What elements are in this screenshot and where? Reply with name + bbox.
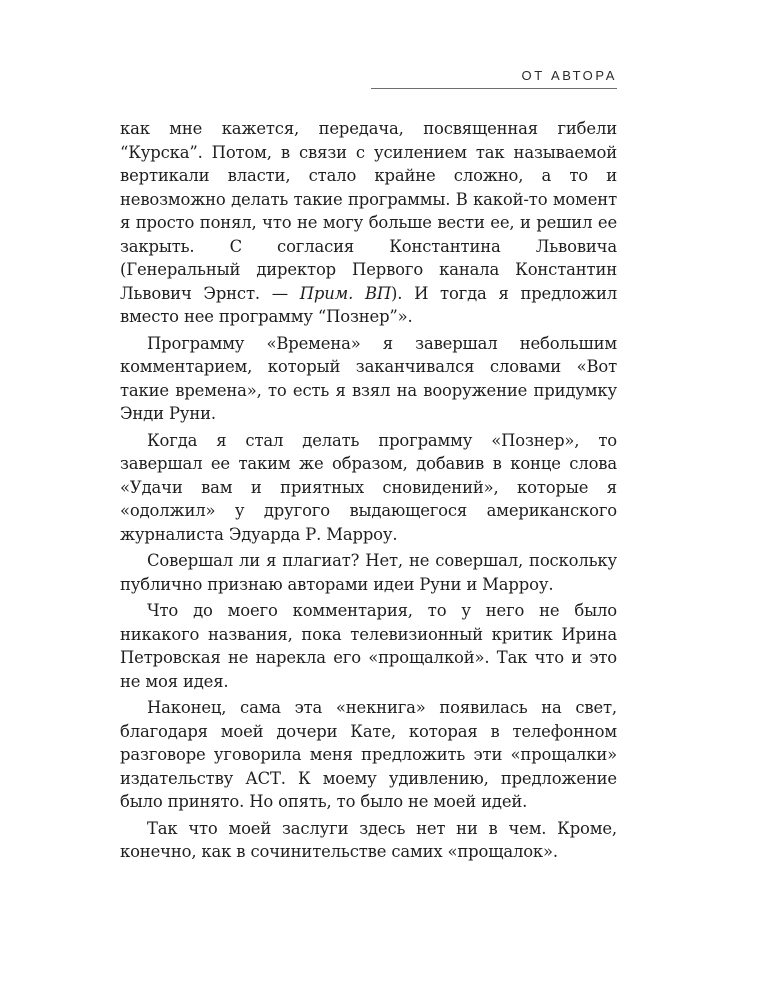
paragraph-7: Так что моей заслуги здесь нет ни в чем. Кроме, конечно, как в сочинительстве самих «прощалок». [120, 818, 617, 861]
paragraph-5: Что до моего комментария, то у него не было никакого названия, пока телевизионный критик Ирина Петровская не нарекла его «прощалкой». Так что и это не моя идея. [120, 601, 617, 691]
paragraph-2: Программу «Времена» я завершал небольшим комментарием, который заканчивался словами «Вот такие времена», то есть я взял на вооружение придумку Энди Руни. [120, 333, 617, 423]
running-head-title: ОТ АВТОРА [521, 68, 617, 83]
paragraph-4: Совершал ли я плагиат? Нет, не совершал, поскольку публично признаю авторами идеи Руни и Марроу. [120, 551, 617, 594]
paragraph-1: как мне кажется, передача, посвященная гибели “Курска”. Потом, в связи с усилением так называемой вертикали власти, стало крайне сложно, а то и невозможно делать такие программы. В какой-то момент я просто понял, что не могу больше вести ее, и решил ее закрыть. С согласия Константина Львовича (Генеральный директор Первого канала Константин Львович Эрнст. — Прим. ВП). И тогда я предложил вместо нее программу “Познер”». [120, 119, 617, 326]
running-head [371, 66, 617, 89]
paragraph-3: Когда я стал делать программу «Познер», то завершал ее таким же образом, добавив в конце слова «Удачи вам и приятных сновидений», которые я «одолжил» у другого выдающегося американского журналиста Эдуарда Р. Марроу. [120, 430, 617, 544]
body-text [120, 117, 617, 864]
editor-note-italic: Прим. ВП [299, 283, 391, 303]
paragraph-6: Наконец, сама эта «некнига» появилась на свет, благодаря моей дочери Кате, которая в телефонном разговоре уговорила меня предложить эти «прощалки» издательству АСТ. К моему удивлению, предложение было принято. Но опять, то было не моей идей. [120, 698, 617, 811]
